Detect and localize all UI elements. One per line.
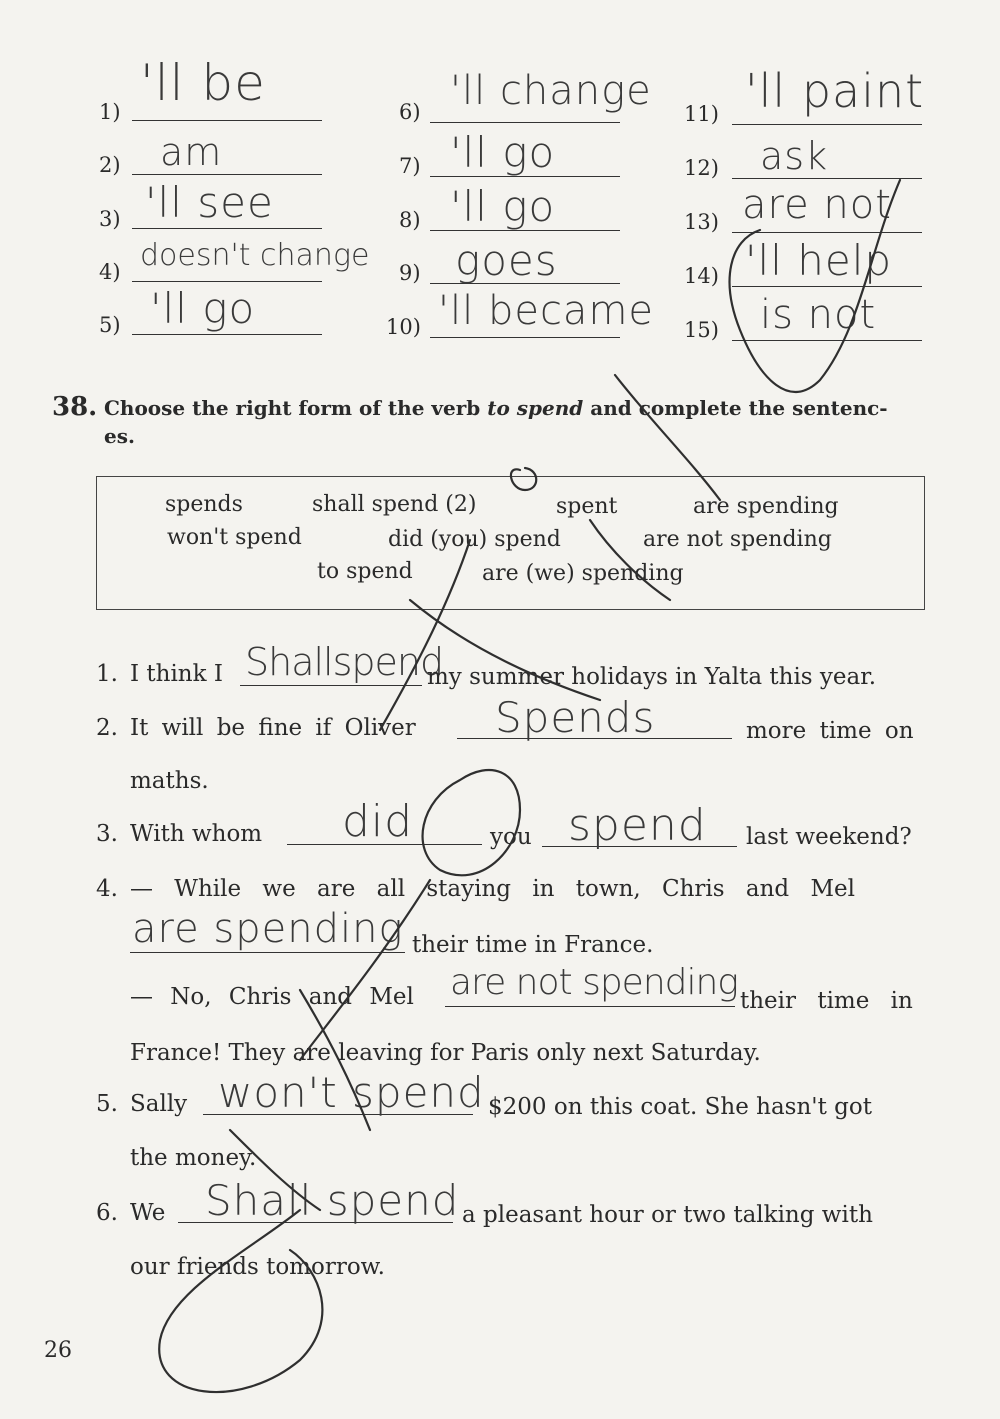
answer-line	[132, 334, 322, 335]
item-number: 4)	[99, 260, 121, 284]
handwritten-answer: are spending	[132, 906, 404, 952]
exercise-instruction	[104, 396, 888, 420]
answer-line	[732, 178, 922, 179]
sentence-text: our friends tomorrow.	[130, 1254, 385, 1280]
scribble-loop	[159, 1210, 322, 1392]
handwritten-answer: are not	[742, 182, 892, 228]
sentence-text: last weekend?	[746, 824, 912, 850]
item-number: 2)	[99, 153, 121, 177]
answer-line	[732, 232, 922, 233]
handwritten-answer: 'll go	[450, 182, 556, 231]
instruction-part-b: and complete the sentenc-	[590, 396, 888, 420]
answer-line	[732, 124, 922, 125]
sentence-number: 4.	[96, 876, 118, 902]
handwritten-answer: am	[160, 130, 223, 174]
answer-line	[130, 952, 405, 953]
sentence-text: Sally	[130, 1091, 188, 1117]
handwritten-answer: 'll help	[745, 236, 893, 285]
sentence-text: I think I	[130, 661, 223, 687]
word-option: shall spend (2)	[312, 492, 477, 517]
item-number: 3)	[99, 207, 121, 231]
item-number: 10)	[386, 315, 421, 339]
handwritten-answer: ask	[760, 134, 829, 178]
item-number: 15)	[684, 318, 719, 342]
item-number: 12)	[684, 156, 719, 180]
sentence-text: their time in	[740, 988, 913, 1014]
sentence-number: 2.	[96, 715, 118, 741]
sentence-text: $200 on this coat. She hasn't got	[488, 1094, 872, 1120]
page-number: 26	[44, 1338, 72, 1363]
scribble-loop	[423, 770, 520, 875]
item-number: 11)	[684, 102, 719, 126]
handwritten-answer: won't spend	[218, 1068, 485, 1117]
word-option: are not spending	[643, 527, 832, 552]
sentence-text: — No, Chris and Mel	[130, 984, 414, 1010]
sentence-text: France! They are leaving for Paris only next Saturday.	[130, 1040, 761, 1066]
handwritten-answer: spend	[568, 800, 707, 851]
handwritten-answer: 'll became	[438, 288, 655, 334]
sentence-text: We	[130, 1200, 166, 1226]
word-option: did (you) spend	[388, 527, 561, 552]
answer-line	[732, 286, 922, 287]
sentence-number: 1.	[96, 661, 118, 687]
sentence-number: 3.	[96, 821, 118, 847]
handwritten-answer: goes	[455, 236, 558, 285]
handwritten-answer: 'll change	[450, 68, 652, 114]
answer-line	[132, 120, 322, 121]
instruction-part-a: Choose the right form of the verb	[104, 396, 481, 420]
handwritten-answer: 'll be	[140, 54, 266, 112]
handwritten-answer: 'll see	[145, 178, 274, 227]
sentence-text: With whom	[130, 821, 263, 847]
sentence-text: maths.	[130, 768, 209, 794]
word-option: won't spend	[167, 525, 302, 550]
sentence-text: my summer holidays in Yalta this year.	[427, 664, 877, 690]
item-number: 6)	[399, 100, 421, 124]
item-number: 7)	[399, 154, 421, 178]
item-number: 13)	[684, 210, 719, 234]
handwritten-answer: doesn't change	[140, 238, 370, 273]
sentence-number: 5.	[96, 1091, 118, 1117]
word-option: are (we) spending	[482, 561, 684, 586]
word-option: spends	[165, 492, 243, 517]
handwritten-answer: is not	[760, 292, 877, 338]
handwritten-answer: 'll paint	[745, 64, 925, 118]
word-option: are spending	[693, 494, 839, 519]
answer-line	[732, 340, 922, 341]
answer-line	[240, 685, 422, 686]
sentence-text: It will be fine if Oliver	[130, 715, 416, 741]
answer-line	[132, 281, 322, 282]
sentence-number: 6.	[96, 1200, 118, 1226]
sentence-text: their time in France.	[412, 932, 654, 958]
item-number: 9)	[399, 261, 421, 285]
item-number: 1)	[99, 100, 121, 124]
answer-line	[132, 174, 322, 175]
item-number: 8)	[399, 208, 421, 232]
sentence-text: a pleasant hour or two talking with	[462, 1202, 873, 1228]
instruction-verb: to spend	[487, 396, 584, 420]
answer-line	[430, 337, 620, 338]
word-option: to spend	[317, 559, 413, 584]
handwritten-answer: did	[342, 796, 414, 847]
sentence-text: — While we are all staying in town, Chris and Mel	[130, 876, 855, 902]
sentence-text: you	[490, 824, 532, 850]
item-number: 14)	[684, 264, 719, 288]
handwritten-answer: 'll go	[150, 284, 256, 333]
word-option: spent	[556, 494, 618, 519]
handwritten-answer: Spends	[495, 693, 656, 742]
sentence-text: more time on	[746, 718, 914, 744]
answer-line	[445, 1006, 735, 1007]
handwritten-answer: are not spending	[450, 962, 738, 1003]
answer-line	[430, 122, 620, 123]
exercise-number: 38.	[52, 392, 98, 422]
answer-line	[132, 228, 322, 229]
sentence-text: the money.	[130, 1145, 257, 1171]
item-number: 5)	[99, 313, 121, 337]
handwritten-answer: Shall spend	[205, 1176, 460, 1225]
instruction-continuation: es.	[104, 424, 135, 448]
handwritten-answer: Shallspend	[245, 640, 444, 684]
handwritten-answer: 'll go	[450, 128, 556, 177]
